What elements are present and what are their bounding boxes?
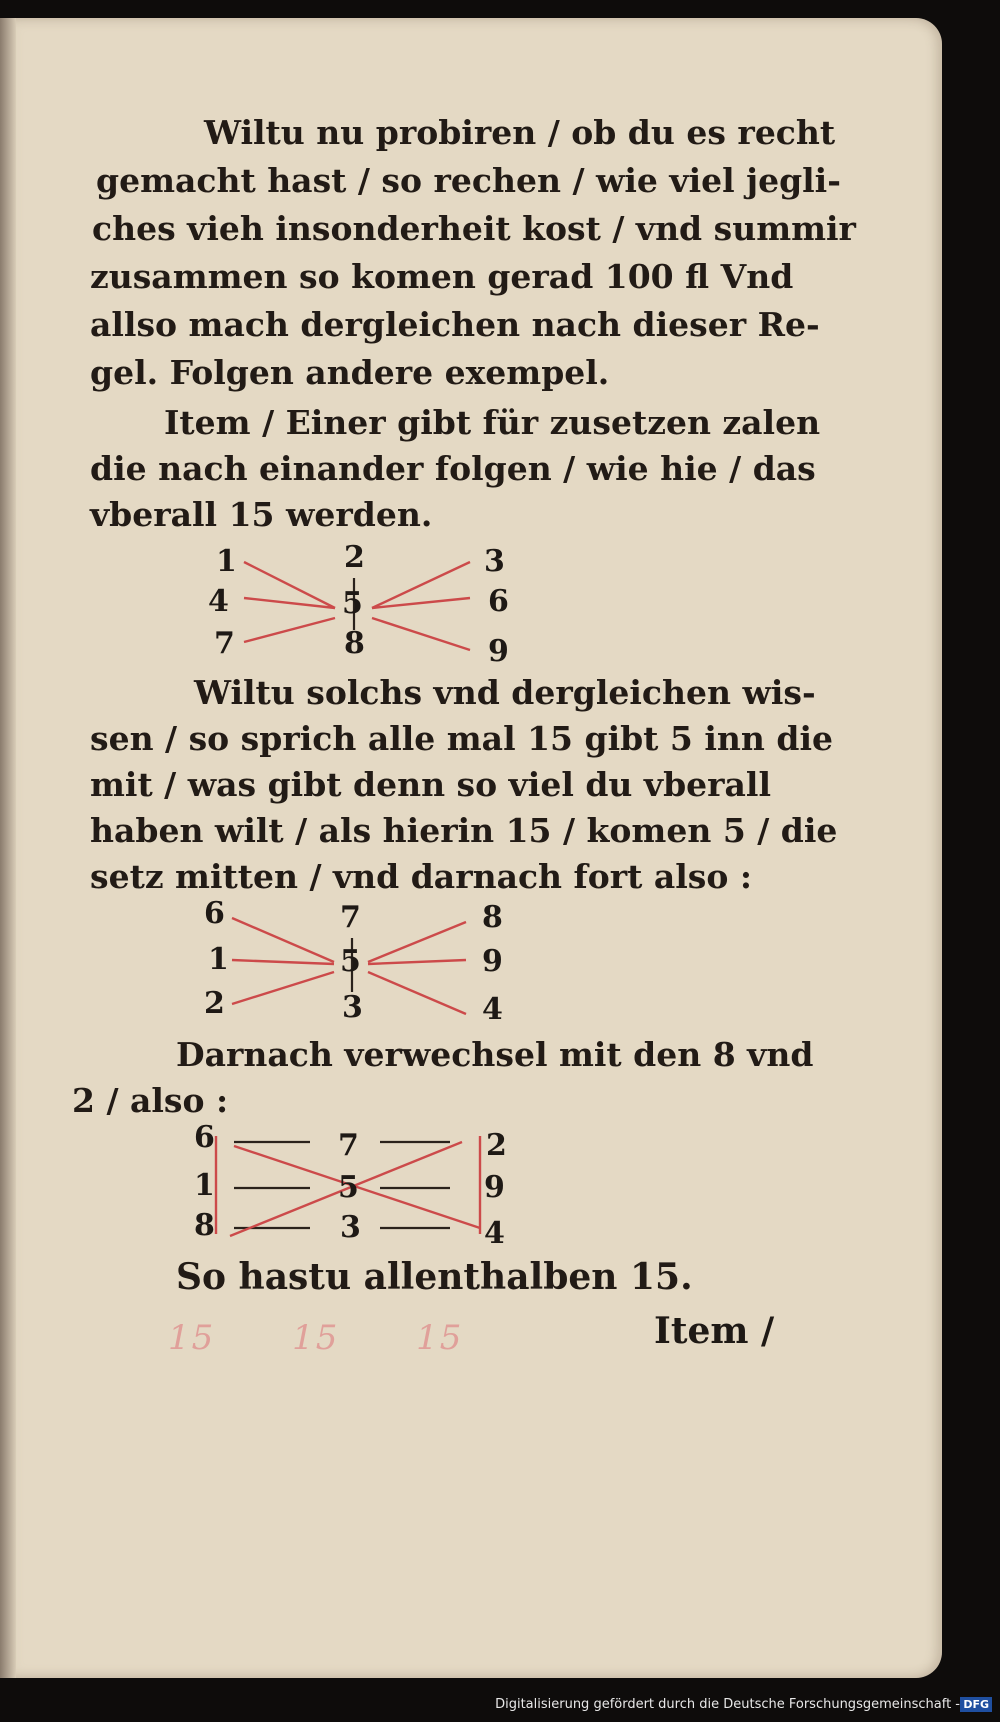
diagram-3-cell: 1: [194, 1168, 215, 1203]
text-line: Wiltu solchs vnd dergleichen wis-: [194, 673, 816, 712]
footer-credit: Digitalisierung gefördert durch die Deutsche Forschungsgemeinschaft -: [495, 1697, 960, 1712]
diagram-1-cell: 1: [216, 544, 237, 579]
text-line: Darnach verwechsel mit den 8 vnd: [176, 1035, 814, 1074]
text-line: Item / Einer gibt für zusetzen zalen: [164, 403, 821, 442]
diagram-2-cell: 2: [204, 986, 225, 1021]
text-line: gemacht hast / so rechen / wie viel jegli-: [96, 161, 841, 200]
text-line: mit / was gibt denn so viel du vberall: [90, 765, 771, 804]
text-line: ches vieh insonderheit kost / vnd summir: [92, 209, 856, 248]
magic-square-diagram-1: [200, 538, 530, 669]
text-line: Wiltu nu probiren / ob du es recht: [204, 113, 836, 152]
text-line: zusammen so komen gerad 100 fl Vnd: [90, 257, 794, 296]
handwritten-sum: 15: [168, 1318, 216, 1358]
diagram-3-cell: 3: [340, 1210, 361, 1245]
diagram-2-cell: 6: [204, 896, 225, 931]
diagram-1-cell: 2: [344, 540, 365, 575]
text-line: die nach einander folgen / wie hie / das: [90, 449, 816, 488]
diagram-2-cell: 3: [342, 990, 363, 1025]
magic-square-diagram-3: [190, 1116, 530, 1256]
diagram-3-cell: 4: [484, 1216, 505, 1251]
diagram-2-cell: 5: [340, 944, 361, 979]
diagram-3-cell: 7: [338, 1128, 359, 1163]
diagram-1-cell: 7: [214, 626, 235, 661]
diagram-1-cell: 6: [488, 584, 509, 619]
text-line: vberall 15 werden.: [90, 495, 433, 534]
diagram-3-cell: 6: [194, 1120, 215, 1155]
text-line: So hastu allenthalben 15.: [176, 1256, 693, 1298]
diagram-3-cell: 5: [338, 1170, 359, 1205]
diagram-1-lines: [200, 538, 530, 666]
diagram-3-cell: 2: [486, 1128, 507, 1163]
text-line: allso mach dergleichen nach dieser Re-: [90, 305, 820, 344]
diagram-2-cell: 1: [208, 942, 229, 977]
diagram-1-cell: 9: [488, 634, 509, 669]
diagram-1-cell: 3: [484, 544, 505, 579]
diagram-2-lines: [198, 892, 528, 1032]
diagram-2-cell: 8: [482, 900, 503, 935]
handwritten-sums: [168, 1318, 527, 1358]
diagram-2-cell: 7: [340, 900, 361, 935]
diagram-1-cell: 5: [342, 586, 363, 621]
diagram-1-cell: 4: [208, 584, 229, 619]
dfg-logo: DFG: [960, 1697, 992, 1712]
diagram-2-cell: 4: [482, 992, 503, 1027]
diagram-3-cell: 9: [484, 1170, 505, 1205]
footer-bar: [0, 1678, 1000, 1722]
handwritten-sum: 15: [416, 1318, 464, 1358]
magic-square-diagram-2: [198, 892, 528, 1032]
text-line: setz mitten / vnd darnach fort also :: [90, 857, 753, 896]
diagram-3-cell: 8: [194, 1208, 215, 1243]
handwritten-sum: 15: [292, 1318, 340, 1358]
book-spine-shadow: [0, 18, 16, 1678]
text-line: 2 / also :: [72, 1081, 229, 1120]
diagram-1-cell: 8: [344, 626, 365, 661]
text-line: gel. Folgen andere exempel.: [90, 353, 610, 392]
text-line: sen / so sprich alle mal 15 gibt 5 inn die: [90, 719, 833, 758]
diagram-2-cell: 9: [482, 944, 503, 979]
text-line: haben wilt / als hierin 15 / komen 5 / die: [90, 811, 838, 850]
catchword: Item /: [654, 1310, 775, 1352]
